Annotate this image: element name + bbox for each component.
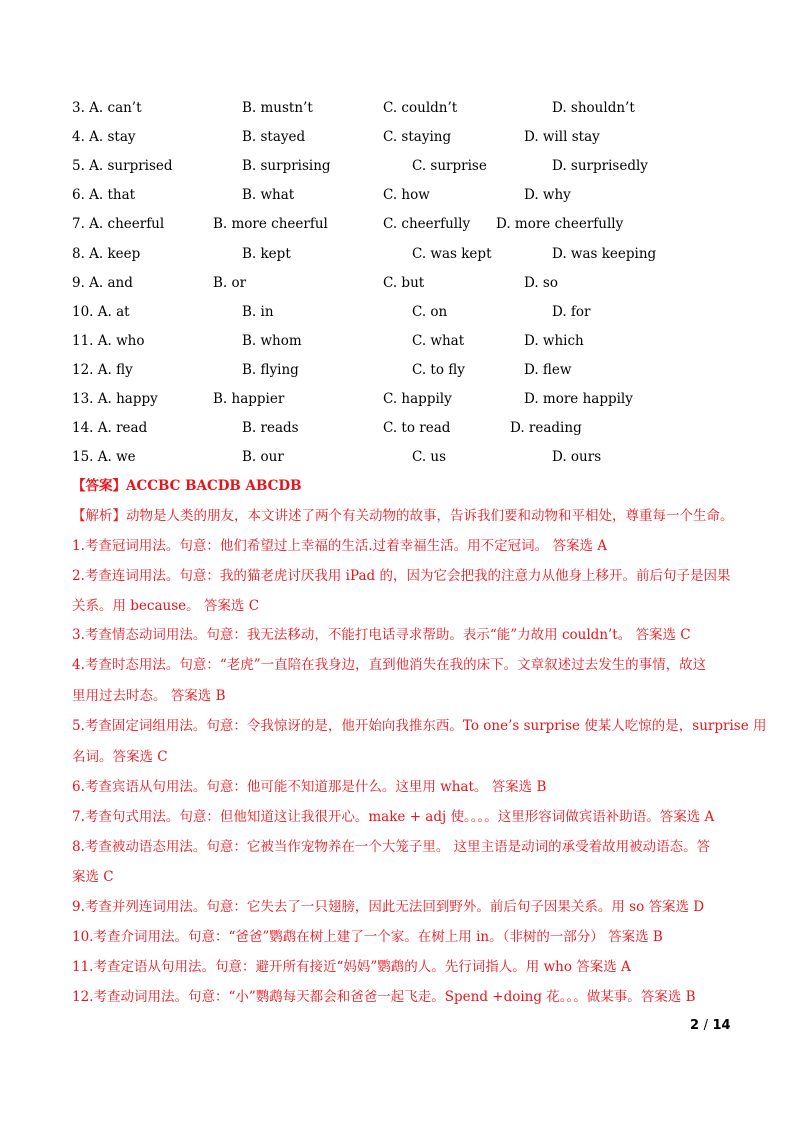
analysis-line: 5.考查固定词组用法。句意：令我惊讶的是，他开始向我推东西。To one’s surprise 使某人吃惊的是，surprise 用: [72, 718, 767, 734]
option-a: 5. A. surprised: [72, 158, 173, 174]
analysis-line: 2.考查连词用法。句意：我的猫老虎讨厌我用 iPad 的，因为它会把我的注意力从他身上移开。前后句子是因果: [72, 568, 731, 584]
option-d: D. flew: [524, 362, 572, 378]
analysis-line: 11.考查定语从句用法。句意：避开所有接近“妈妈”鹦鹉的人。先行词指人。用 who 答案选 A: [72, 959, 631, 975]
option-b: B. stayed: [242, 129, 306, 145]
option-a: 4. A. stay: [72, 129, 136, 145]
analysis-line: 8.考查被动语态用法。句意：它被当作宠物养在一个大笼子里。 这里主语是动词的承受着故用被动语态。答: [72, 839, 711, 855]
option-d: D. ours: [552, 449, 602, 465]
option-a: 14. A. read: [72, 420, 148, 436]
option-d: D. reading: [510, 420, 582, 436]
option-a: 7. A. cheerful: [72, 216, 165, 232]
analysis-line: 1.考查冠词用法。句意：他们希望过上幸福的生活.过着幸福生活。用不定冠词。 答案选 A: [72, 538, 608, 554]
answer-key: 【答案】ACCBC BACDB ABCDB: [72, 478, 302, 494]
analysis-line: 名词。答案选 C: [72, 749, 168, 765]
analysis-line: 7.考查句式用法。句意：但他知道这让我很开心。make + adj 使。。。。这里形容词做宾语补助语。答案选 A: [72, 809, 715, 825]
option-a: 9. A. and: [72, 275, 133, 291]
analysis-line: 6.考查宾语从句用法。句意：他可能不知道那是什么。这里用 what。 答案选 B: [72, 779, 547, 795]
option-d: D. so: [524, 275, 558, 291]
option-a: 3. A. can’t: [72, 100, 142, 116]
option-d: D. which: [524, 333, 584, 349]
option-c: C. was kept: [412, 246, 492, 262]
option-c: C. on: [412, 304, 448, 320]
option-d: D. shouldn’t: [552, 100, 635, 116]
option-d: D. surprisedly: [552, 158, 648, 174]
option-b: B. happier: [213, 391, 285, 407]
option-b: B. kept: [242, 246, 291, 262]
option-d: D. will stay: [524, 129, 600, 145]
option-b: B. mustn’t: [242, 100, 313, 116]
option-c: C. us: [412, 449, 447, 465]
option-b: B. flying: [242, 362, 299, 378]
option-d: D. more happily: [524, 391, 633, 407]
analysis-line: 10.考查介词用法。句意：“爸爸”鹦鹉在树上建了一个家。在树上用 in。（非树的一部分） 答案选 B: [72, 929, 663, 945]
analysis-line: 12.考查动词用法。句意：“小”鹦鹉每天都会和爸爸一起飞走。Spend +doing 花。。。做某事。答案选 B: [72, 989, 696, 1005]
option-b: B. in: [242, 304, 274, 320]
option-a: 12. A. fly: [72, 362, 133, 378]
analysis-line: 案选 C: [72, 869, 114, 885]
option-b: B. or: [213, 275, 247, 291]
option-b: B. what: [242, 187, 295, 203]
option-c: C. to fly: [412, 362, 465, 378]
page-current: 2: [690, 1018, 700, 1033]
analysis-line: 里用过去时态。 答案选 B: [72, 688, 226, 704]
option-a: 10. A. at: [72, 304, 130, 320]
option-a: 11. A. who: [72, 333, 145, 349]
option-a: 15. A. we: [72, 449, 136, 465]
analysis-line: 9.考查并列连词用法。句意：它失去了一只翅膀，因此无法回到野外。前后句子因果关系。用 so 答案选 D: [72, 899, 705, 915]
option-c: C. couldn’t: [383, 100, 458, 116]
option-a: 8. A. keep: [72, 246, 141, 262]
option-d: D. why: [524, 187, 571, 203]
option-a: 13. A. happy: [72, 391, 158, 407]
option-c: C. to read: [383, 420, 451, 436]
option-c: C. what: [412, 333, 465, 349]
option-d: D. was keeping: [552, 246, 657, 262]
page-total: 14: [712, 1018, 731, 1033]
option-b: B. surprising: [242, 158, 331, 174]
option-c: C. but: [383, 275, 425, 291]
option-b: B. reads: [242, 420, 299, 436]
option-c: C. surprise: [412, 158, 487, 174]
analysis-line: 关系。用 because。 答案选 C: [72, 598, 260, 614]
analysis-line: 3.考查情态动词用法。句意：我无法移动，不能打电话寻求帮助。表示“能”力故用 couldn’t。 答案选 C: [72, 627, 691, 643]
page-number: [690, 1018, 731, 1033]
option-b: B. more cheerful: [213, 216, 328, 232]
option-d: D. for: [552, 304, 591, 320]
analysis-line: 【解析】动物是人类的朋友，本文讲述了两个有关动物的故事，告诉我们要和动物和平相处，尊重每一个生命。: [72, 508, 734, 524]
option-a: 6. A. that: [72, 187, 136, 203]
option-c: C. happily: [383, 391, 452, 407]
option-c: C. how: [383, 187, 430, 203]
page-separator: /: [703, 1018, 708, 1033]
option-c: C. cheerfully: [383, 216, 471, 232]
option-b: B. whom: [242, 333, 302, 349]
analysis-line: 4.考查时态用法。句意：“老虎”一直陪在我身边，直到他消失在我的床下。文章叙述过去发生的事情，故这: [72, 657, 707, 673]
option-d: D. more cheerfully: [496, 216, 624, 232]
option-c: C. staying: [383, 129, 452, 145]
option-b: B. our: [242, 449, 284, 465]
